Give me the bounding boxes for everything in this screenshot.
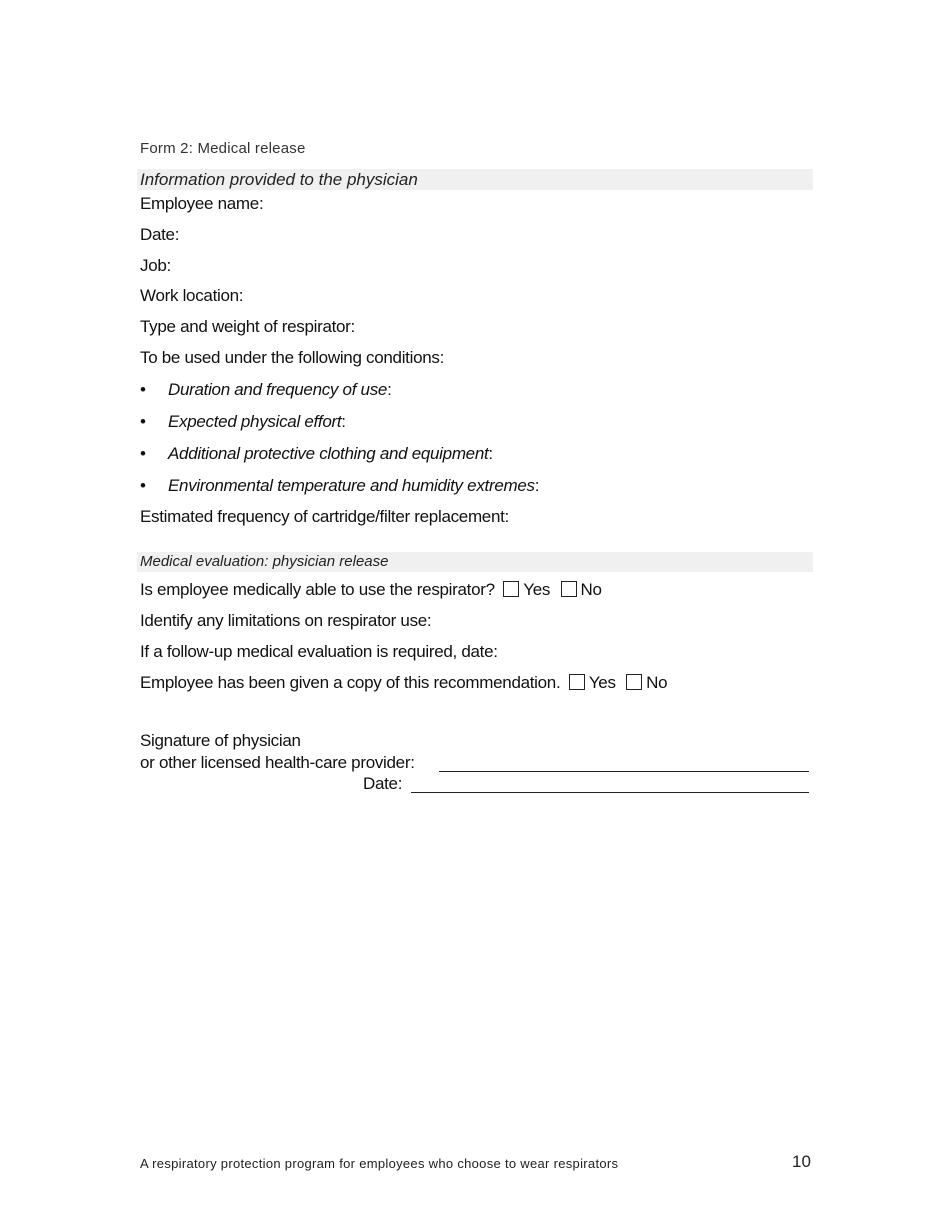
bullet-label: Additional protective clothing and equipment <box>168 444 489 463</box>
conditions-label: To be used under the following conditions: <box>140 348 445 367</box>
copy-given-statement: Employee has been given a copy of this recommendation. <box>140 673 561 692</box>
bullet-suffix: : <box>534 476 540 495</box>
follow-up-label: If a follow-up medical evaluation is required, date: <box>140 642 498 661</box>
medically-able-question: Is employee medically able to use the respirator? <box>140 580 495 599</box>
bullet-label: Duration and frequency of use <box>168 380 388 399</box>
form-title: Form 2: Medical release <box>140 140 306 157</box>
medically-able-no-checkbox[interactable] <box>561 581 577 597</box>
bullet-icon: • <box>140 444 146 463</box>
bullet-label: Environmental temperature and humidity extremes <box>168 476 535 495</box>
bullet-icon: • <box>140 476 146 495</box>
signature-label-line1: Signature of physician <box>140 731 301 750</box>
bullet-suffix: : <box>488 444 494 463</box>
signature-date-label: Date: <box>363 774 403 793</box>
bullet-icon: • <box>140 380 146 399</box>
bullet-item-effort <box>140 412 346 432</box>
section-header-physician-release: Medical evaluation: physician release <box>137 552 813 572</box>
medically-able-yes-checkbox[interactable] <box>503 581 519 597</box>
section-header-physician-info: Information provided to the physician <box>137 169 813 190</box>
bullet-suffix: : <box>387 380 392 399</box>
no-label: No <box>580 580 602 599</box>
medically-able-row <box>140 580 604 600</box>
date-label: Date: <box>140 225 180 244</box>
copy-given-no-checkbox[interactable] <box>626 674 642 690</box>
work-location-label: Work location: <box>140 286 244 305</box>
signature-field-line[interactable] <box>439 771 809 772</box>
signature-date-field-line[interactable] <box>411 792 809 793</box>
bullet-item-duration <box>140 380 392 400</box>
signature-label-line2: or other licensed health-care provider: <box>140 753 415 772</box>
footer-text: A respiratory protection program for employees who choose to wear respirators <box>140 1156 619 1171</box>
limitations-label: Identify any limitations on respirator use: <box>140 611 432 630</box>
bullet-suffix: : <box>341 412 347 431</box>
copy-given-row <box>140 673 669 693</box>
yes-label: Yes <box>523 580 551 599</box>
bullet-item-environment <box>140 476 539 496</box>
cartridge-label: Estimated frequency of cartridge/filter replacement: <box>140 507 509 526</box>
job-label: Job: <box>140 256 171 275</box>
no-label: No <box>646 673 668 692</box>
bullet-label: Expected physical effort <box>168 412 342 431</box>
bullet-icon: • <box>140 412 146 431</box>
bullet-item-clothing <box>140 444 493 464</box>
respirator-type-label: Type and weight of respirator: <box>140 317 355 336</box>
employee-name-label: Employee name: <box>140 194 264 213</box>
yes-label: Yes <box>588 673 616 692</box>
page-number: 10 <box>792 1152 811 1171</box>
copy-given-yes-checkbox[interactable] <box>569 674 585 690</box>
